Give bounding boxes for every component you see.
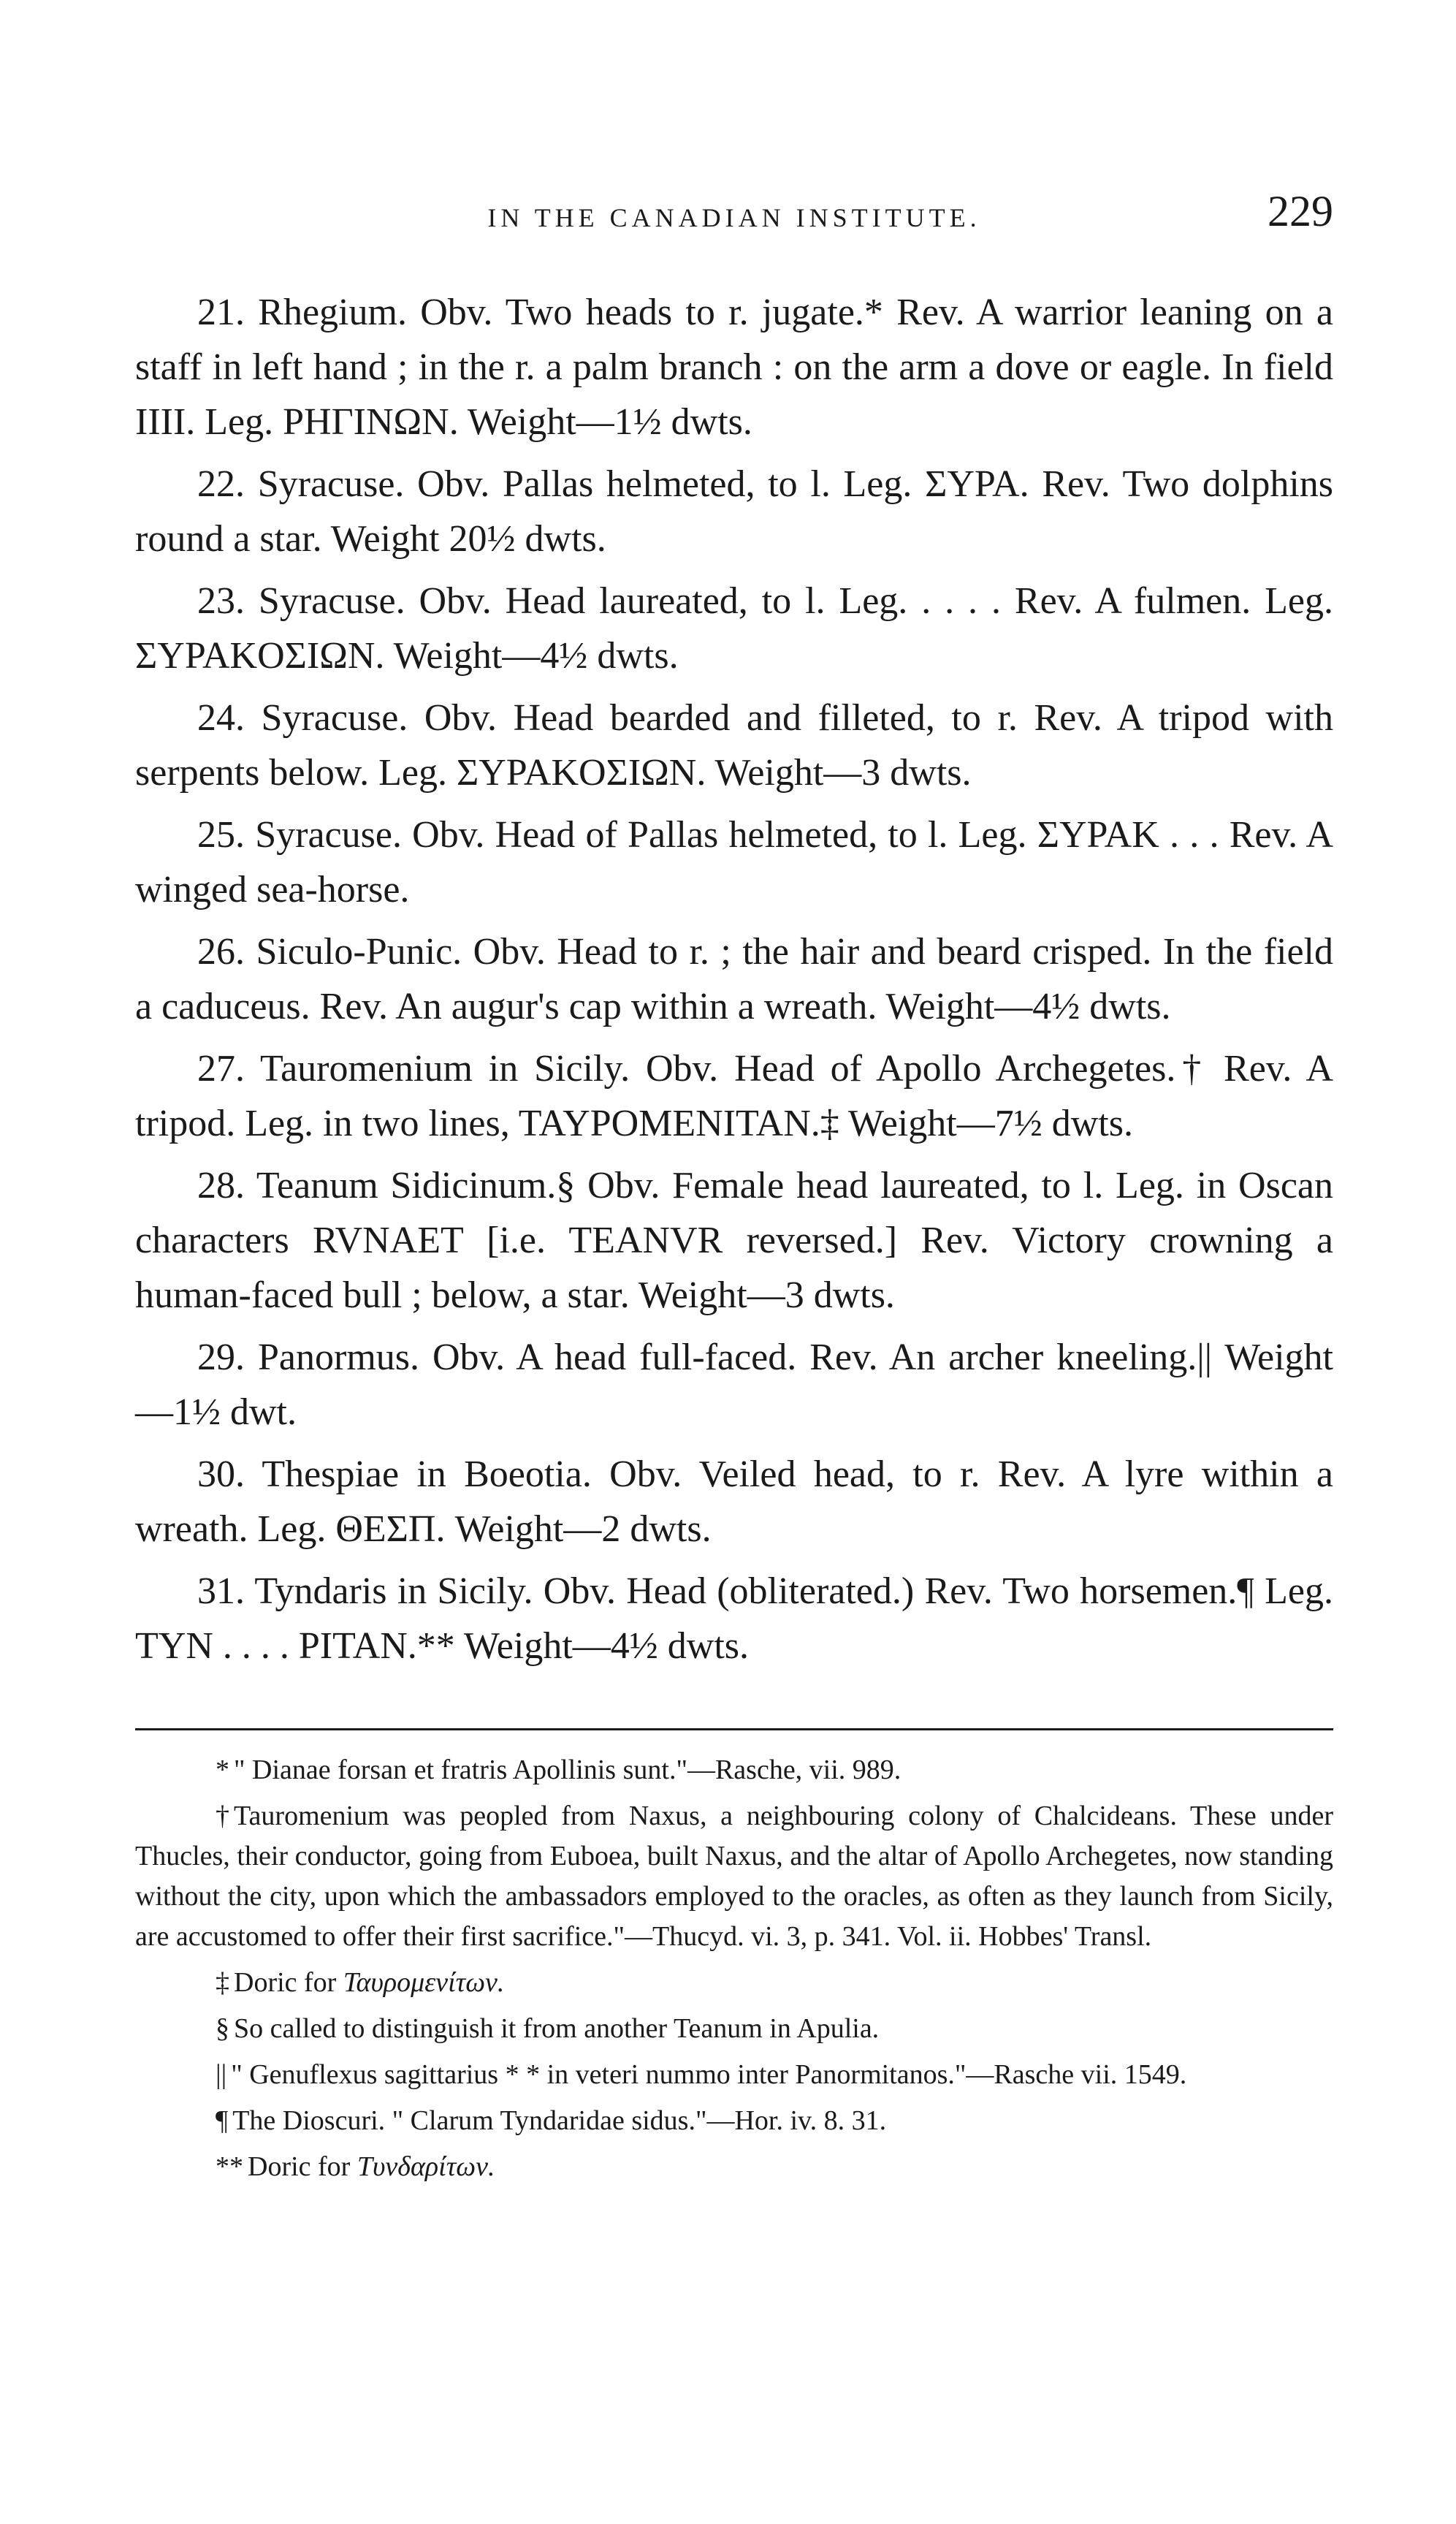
footnote-mark: § — [216, 2013, 229, 2044]
footnote — [135, 2055, 1333, 2095]
footnote — [135, 2009, 1333, 2049]
catalogue-entries — [135, 285, 1333, 1681]
page-header — [135, 186, 1333, 252]
footnote-divider — [135, 1728, 1333, 1730]
catalogue-entry: 27. Tauromenium in Sicily. Obv. Head of Apollo Archegetes.† Rev. A tripod. Leg. in two lines, TAYPOMENITAN.‡ Weight—7½ dwts. — [135, 1048, 1333, 1144]
footnotes — [135, 1750, 1333, 2193]
running-head: IN THE CANADIAN INSTITUTE. — [487, 203, 981, 232]
footnote-text: So called to distinguish it from another Teanum in Apulia. — [234, 2013, 880, 2044]
footnote-mark: † — [216, 1801, 229, 1831]
footnote — [135, 2101, 1333, 2141]
footnote-mark: ‡ — [216, 1967, 229, 1998]
footnote-text: Tauromenium was peopled from Naxus, a neighbouring colony of Chalcideans. These under Thucles, their conductor, going from Euboea, built Naxus, and the altar of Apollo Archegetes, now standing without the city, upon which the ambassadors employed to the oracles, as often as they launch from Sicily, are accustomed to offer their first sacrifice."—Thucyd. vi. 3, p. 341. Vol. ii. Hobbes' Transl. — [135, 1801, 1333, 1952]
catalogue-entry: 23. Syracuse. Obv. Head laureated, to l. Leg. . . . . Rev. A fulmen. Leg. ΣYPAKOΣIΩN. Weight—4½ dwts. — [135, 580, 1333, 677]
catalogue-entry: 26. Siculo-Punic. Obv. Head to r. ; the hair and beard crisped. In the field a caduceus. Rev. An augur's cap within a wreath. Weight—4½ dwts. — [135, 931, 1333, 1027]
footnote — [135, 1750, 1333, 1790]
footnote-greek: Τυνδαρίτων. — [357, 2151, 495, 2182]
footnote — [135, 1963, 1333, 2003]
catalogue-entry: 22. Syracuse. Obv. Pallas helmeted, to l. Leg. ΣYPA. Rev. Two dolphins round a star. Weight 20½ dwts. — [135, 463, 1333, 560]
footnote — [135, 2147, 1333, 2187]
catalogue-entry: 21. Rhegium. Obv. Two heads to r. jugate.* Rev. A warrior leaning on a staff in left hand ; in the r. a palm branch : on the arm a dove or eagle. In field IIII. Leg. PHΓINΩN. Weight—1½ dwts. — [135, 292, 1333, 443]
footnote-text: " Dianae forsan et fratris Apollinis sunt."—Rasche, vii. 989. — [234, 1755, 902, 1785]
footnote-text: The Dioscuri. " Clarum Tyndaridae sidus."—Hor. iv. 8. 31. — [232, 2105, 887, 2136]
footnote-text: Doric for — [234, 1967, 337, 1998]
footnote — [135, 1796, 1333, 1957]
catalogue-entry: 30. Thespiae in Boeotia. Obv. Veiled head, to r. Rev. A lyre within a wreath. Leg. ΘEΣΠ. Weight—2 dwts. — [135, 1453, 1333, 1550]
footnote-text: Doric for — [248, 2151, 351, 2182]
page-number: 229 — [1268, 187, 1333, 235]
footnote-mark: * — [216, 1755, 229, 1785]
catalogue-entry: 29. Panormus. Obv. A head full-faced. Rev. An archer kneeling.|| Weight—1½ dwt. — [135, 1337, 1333, 1433]
catalogue-entry: 28. Teanum Sidicinum.§ Obv. Female head laureated, to l. Leg. in Oscan characters RVNAET [i.e. TEANVR reversed.] Rev. Victory crowning a human-faced bull ; below, a star. Weight—3 dwts. — [135, 1165, 1333, 1316]
footnote-mark: || — [216, 2059, 227, 2090]
footnote-mark: ¶ — [216, 2105, 229, 2136]
catalogue-entry: 25. Syracuse. Obv. Head of Pallas helmeted, to l. Leg. ΣYPAK . . . Rev. A winged sea-horse. — [135, 814, 1333, 911]
footnote-greek: Ταυρομενίτων. — [343, 1967, 505, 1998]
footnote-text: " Genuflexus sagittarius * * in veteri nummo inter Panormitanos."—Rasche vii. 1549. — [231, 2059, 1187, 2090]
footnote-mark: ** — [216, 2151, 243, 2182]
catalogue-entry: 31. Tyndaris in Sicily. Obv. Head (obliterated.) Rev. Two horsemen.¶ Leg. TYN . . . . PITAN.** Weight—4½ dwts. — [135, 1570, 1333, 1667]
catalogue-entry: 24. Syracuse. Obv. Head bearded and filleted, to r. Rev. A tripod with serpents below. Leg. ΣYPAKOΣIΩN. Weight—3 dwts. — [135, 697, 1333, 794]
